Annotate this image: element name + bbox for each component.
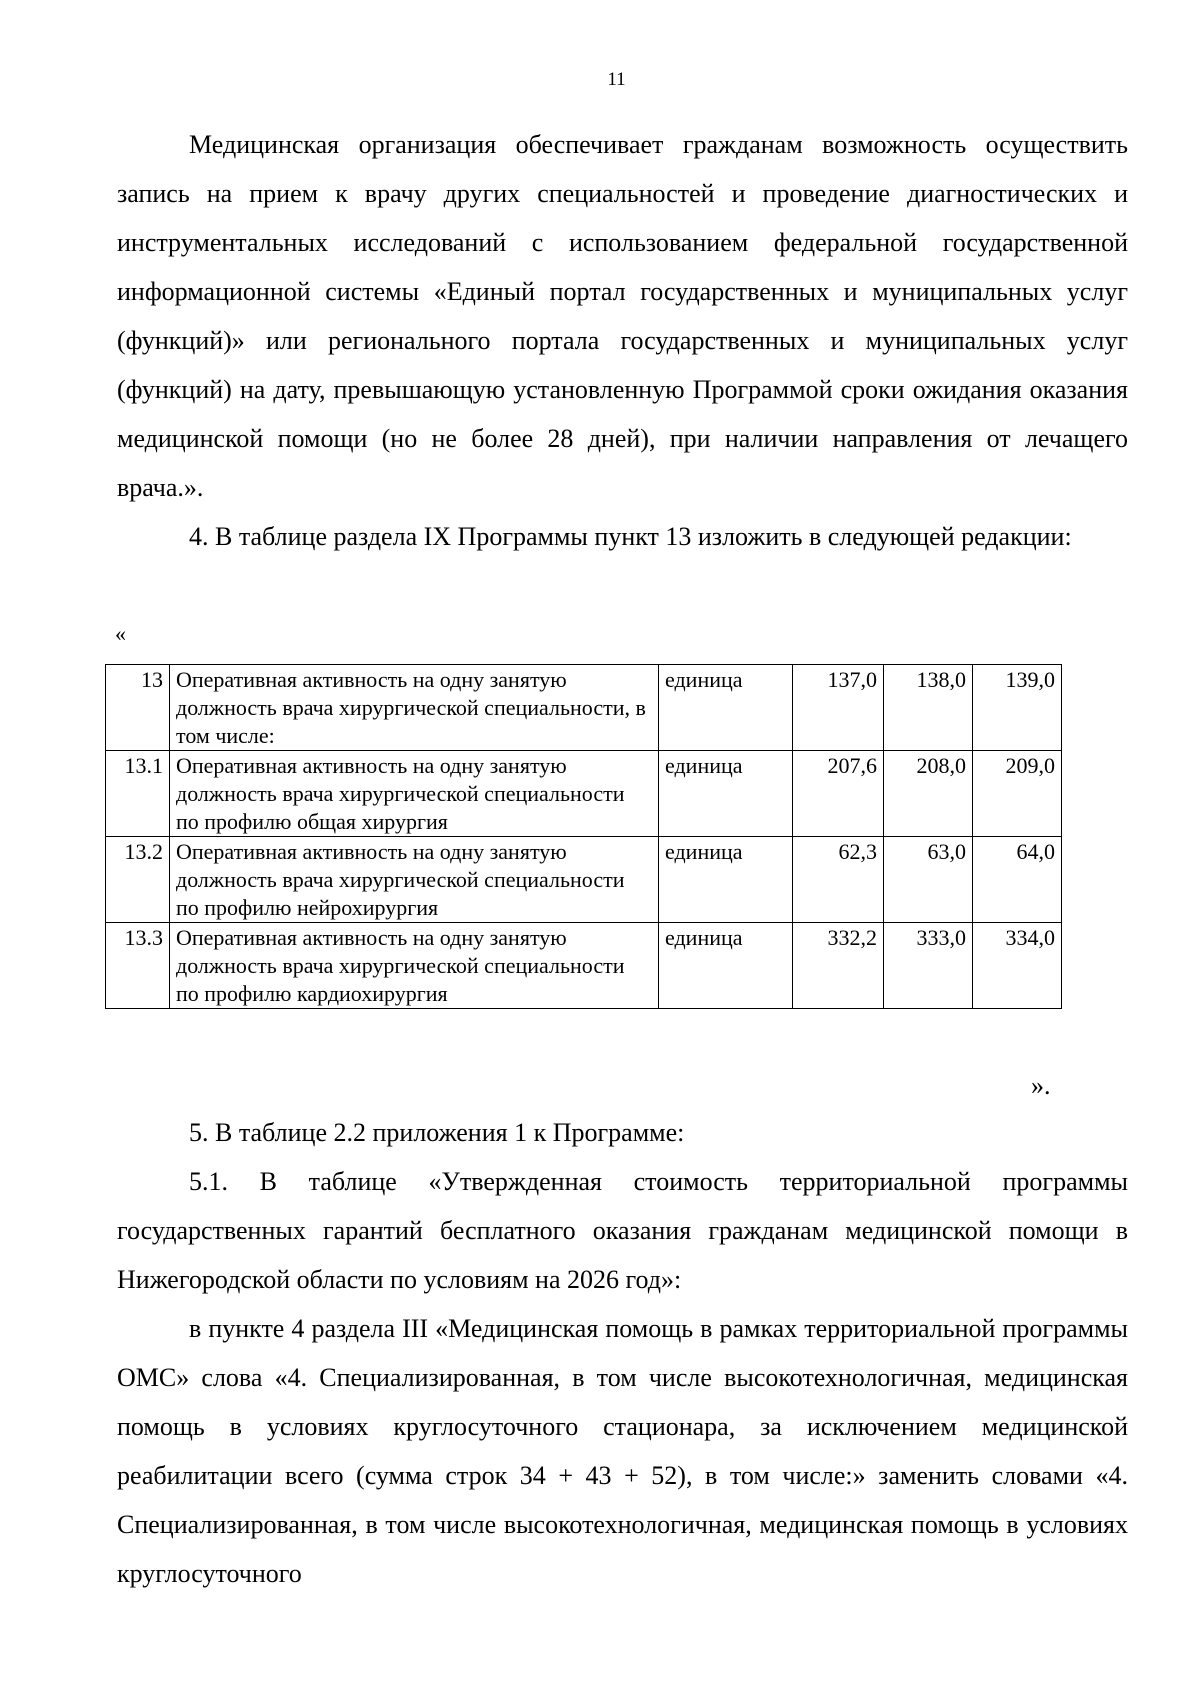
paragraph-item-5-1: 5.1. В таблице «Утвержденная стоимость территориальной программы государственных гарантий бесплатного оказания гражданам медицинской помощи в Нижегородской области по условиям на 2026 год»: bbox=[117, 1167, 1128, 1294]
table-body bbox=[106, 665, 1062, 1009]
paragraph-section-iii-replacement: в пункте 4 раздела III «Медицинская помощь в рамках территориальной программы ОМС» слова «4. Специализированная, в том числе высокотехнологичная, медицинская помощь в условиях круглосуточного стационара, за исключением медицинской реабилитации всего (сумма строк 34 + 43 + 52), в том числе:» заменить словами «4. Специализированная, в том числе высокотехнологичная, медицинская помощь в условиях круглосуточного bbox=[117, 1314, 1128, 1588]
table-row bbox=[106, 665, 1062, 751]
indicator-table bbox=[105, 664, 1062, 1009]
opening-quote-mark: « bbox=[115, 621, 126, 646]
row-number-cell: 13.3 bbox=[106, 923, 170, 1009]
table-row bbox=[106, 837, 1062, 923]
value-cell-2: 333,0 bbox=[884, 923, 973, 1009]
unit-cell: единица bbox=[659, 751, 793, 837]
page-number: 11 bbox=[607, 69, 626, 90]
unit-cell: единица bbox=[659, 665, 793, 751]
indicator-name-cell: Оперативная активность на одну занятую должность врача хирургической специальности по профилю нейрохирургия bbox=[170, 837, 659, 923]
row-number-cell: 13 bbox=[106, 665, 170, 751]
row-number-cell: 13.2 bbox=[106, 837, 170, 923]
indicator-name-cell: Оперативная активность на одну занятую должность врача хирургической специальности по профилю общая хирургия bbox=[170, 751, 659, 837]
text-block-top bbox=[117, 120, 1128, 561]
unit-cell: единица bbox=[659, 837, 793, 923]
value-cell-1: 62,3 bbox=[793, 837, 884, 923]
value-cell-2: 208,0 bbox=[884, 751, 973, 837]
paragraph-item-4: 4. В таблице раздела IX Программы пункт 13 изложить в следующей редакции: bbox=[189, 522, 1072, 551]
value-cell-3: 334,0 bbox=[973, 923, 1062, 1009]
row-number-cell: 13.1 bbox=[106, 751, 170, 837]
value-cell-3: 139,0 bbox=[973, 665, 1062, 751]
indicator-name-cell: Оперативная активность на одну занятую должность врача хирургической специальности, в том числе: bbox=[170, 665, 659, 751]
closing-quote-mark: ». bbox=[1031, 1071, 1051, 1100]
indicator-name-cell: Оперативная активность на одну занятую должность врача хирургической специальности по профилю кардиохирургия bbox=[170, 923, 659, 1009]
paragraph-medical-organization: Медицинская организация обеспечивает гражданам возможность осуществить запись на прием к врачу других специальностей и проведение диагностических и инструментальных исследований с использованием федеральной государственной информационной системы «Единый портал государственных и муниципальных услуг (функций)» или регионального портала государственных и муниципальных услуг (функций) на дату, превышающую установленную Программой сроки ожидания оказания медицинской помощи (но не более 28 дней), при наличии направления от лечащего врача.». bbox=[117, 130, 1128, 502]
value-cell-2: 63,0 bbox=[884, 837, 973, 923]
value-cell-3: 209,0 bbox=[973, 751, 1062, 837]
value-cell-1: 207,6 bbox=[793, 751, 884, 837]
value-cell-2: 138,0 bbox=[884, 665, 973, 751]
table-row bbox=[106, 751, 1062, 837]
value-cell-1: 332,2 bbox=[793, 923, 884, 1009]
value-cell-3: 64,0 bbox=[973, 837, 1062, 923]
text-block-bottom bbox=[117, 1108, 1128, 1598]
paragraph-item-5: 5. В таблице 2.2 приложения 1 к Программе: bbox=[189, 1118, 685, 1147]
table-row bbox=[106, 923, 1062, 1009]
value-cell-1: 137,0 bbox=[793, 665, 884, 751]
unit-cell: единица bbox=[659, 923, 793, 1009]
